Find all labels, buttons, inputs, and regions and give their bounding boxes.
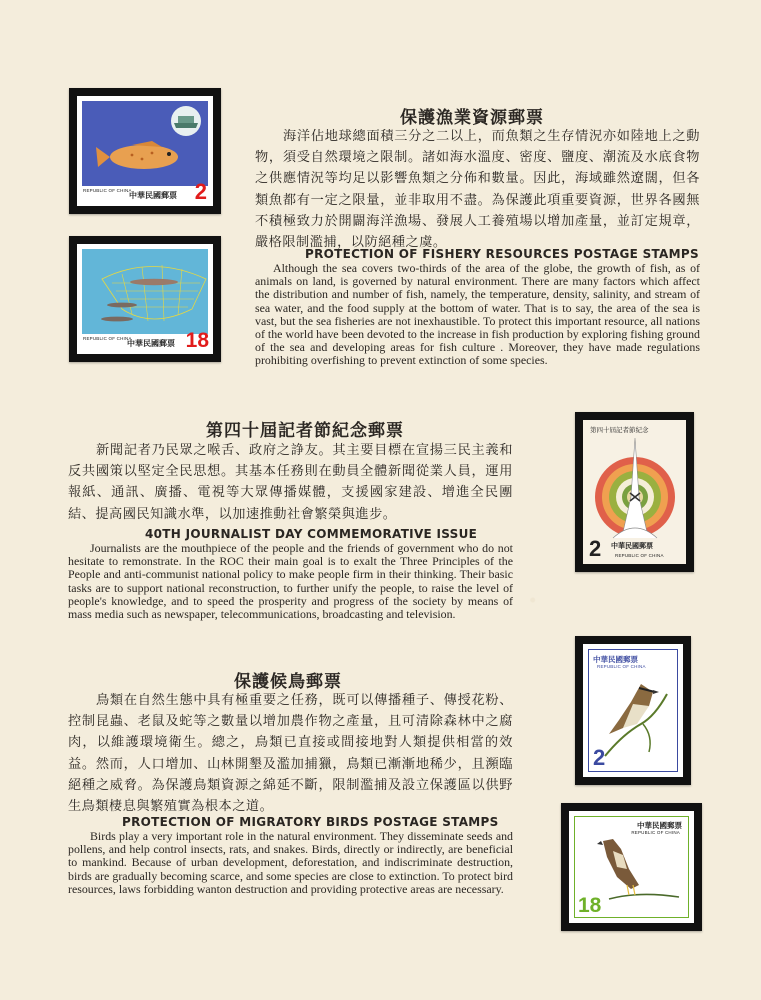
journalist-title-en: 40TH JOURNALIST DAY COMMEMORATIVE ISSUE (145, 527, 478, 541)
birds-title-en: PROTECTION OF MIGRATORY BIRDS POSTAGE STAMPS (122, 815, 499, 829)
journalist-body-en: Journalists are the mouthpiece of the people and the friends of government who do not hesitate to remonstrate. In the ROC their main goal is to exalt the Three Principles of the People and anti-communist national policy to make people firm in their thinking. Their basic tasks are to support national reconstruction, to further unify the people, to raise the level of people's knowledge, and to speed the prosperity and progress of the society by means of mass media such as newspaper, telecommunications, broadcasting and television. (68, 541, 513, 622)
bird-stamp-2 (575, 636, 691, 785)
stamp-denomination: 2 (194, 179, 207, 204)
stamp-header-cn: 第四十屆記者節紀念 (590, 426, 649, 434)
fishery-stamp-2 (69, 88, 221, 214)
stamp-denomination: 18 (578, 894, 602, 917)
stamp-face (569, 811, 694, 923)
stamp-country-cn: 中華民國郵票 (129, 191, 177, 200)
stamp-country-en: REPUBLIC OF CHINA (597, 664, 646, 669)
fishery-body-en: Although the sea covers two-thirds of the area of the globe, the growth of fish, as of animals on land, is governed by natural environment. There are many factors which affect the distribution and number of fish, namely, the temperature, density, salinity, and stream of sea water, and the food supply at the bottom of water. That is to say, the area of the sea is vast, but the sea fisheries are not inexhaustible. To protect this important resource, all nations of the world have been devoted to the increase in fish production by exploring fishing ground of the sea and developing areas for fish culture . Moreover, they have made regulations prohibiting overfishing to prevent extinction of some species. (255, 261, 700, 368)
fishing-net-illustration (82, 249, 208, 334)
stamp-country-cn: 中華民國郵票 (127, 339, 175, 348)
stamp-denomination: 2 (589, 536, 602, 561)
birds-body-cn: 鳥類在自然生態中具有極重要之任務，既可以傳播種子、傳授花粉、控制昆蟲、老鼠及蛇等之數量以增加農作物之產量，且可清除森林中之腐肉，以維護環境衛生。總之，鳥類已直接或間接地對人類提供相當的效益。然而，人口增加、山林開墾及濫加捕獵，鳥類已漸漸地稀少，且瀕臨絕種之威脅。為保護鳥類資源之綿延不斷，限制濫捕及設立保護區以供野生鳥類棲息與繁殖實為根本之道。 (68, 693, 513, 815)
fishery-title-cn: 保護漁業資源郵票 (400, 108, 544, 128)
stamp-denomination: 2 (593, 745, 606, 770)
journalist-title-cn: 第四十屆記者節紀念郵票 (206, 421, 404, 441)
journalist-body-cn: 新聞記者乃民眾之喉舌、政府之諍友。其主要目標在宣揚三民主義和反共國策以堅定全民思想。其基本任務則在動員全體新聞從業人員，運用報紙、通訊、廣播、電視等大眾傳播媒體，支援國家建設、增進全民團結、提高國民知識水準，以加速推動社會繁榮與進步。 (68, 443, 513, 522)
fishery-title-en: PROTECTION OF FISHERY RESOURCES POSTAGE STAMPS (305, 247, 699, 261)
stamp-country-en: REPUBLIC OF CHINA (615, 553, 664, 558)
stamp-country-cn: 中華民國郵票 (637, 821, 682, 830)
stamp-country-en: REPUBLIC OF CHINA (631, 830, 680, 835)
stamp-face (583, 420, 686, 564)
fishery-stamp-18 (69, 236, 221, 362)
stamp-face (77, 244, 213, 354)
stamp-denomination: 18 (185, 329, 209, 352)
stamp-face (583, 644, 683, 777)
stamp-country-en: REPUBLIC OF CHINA (83, 336, 132, 341)
birds-title-cn: 保護候鳥郵票 (234, 672, 342, 692)
stamp-country-cn: 中華民國郵票 (593, 655, 638, 664)
journalist-day-stamp (575, 412, 694, 572)
stamp-scene (82, 101, 208, 186)
bird-stamp-18 (561, 803, 702, 931)
grouper-fish-illustration (82, 101, 208, 186)
stamp-scene (82, 249, 208, 334)
stamp-country-en: REPUBLIC OF CHINA (83, 188, 132, 193)
fishery-body-cn: 海洋佔地球總面積三分之二以上，而魚類之生存情況亦如陸地上之動物，須受自然環境之限制。諸如海水溫度、密度、鹽度、潮流及水底食物之供應情況等均足以影響魚類之分佈和數量。因此，海域雖然遼闊，但各類魚都有一定之限量，並非取用不盡。為保護此項重要資源，世界各國無不積極致力於開闢海洋漁場、發展人工養殖場以增加產量，並訂定規章，嚴格限制濫捕，以防絕種之虞。 (255, 129, 700, 251)
stamp-country-cn: 中華民國郵票 (611, 542, 653, 550)
stamp-face (77, 96, 213, 206)
birds-body-en: Birds play a very important role in the natural environment. They disseminate seeds and pollens, and help control insects, rats, and snakes. Birds, directly or indirectly, are beneficial to mankind. Because of urban development, deforestation, and indiscriminate destruction, birds are gradually becoming scarce, and some species are close to extinction. To protect bird resources, laws forbidding wanton destruction and providing protective areas are necessary. (68, 829, 513, 896)
